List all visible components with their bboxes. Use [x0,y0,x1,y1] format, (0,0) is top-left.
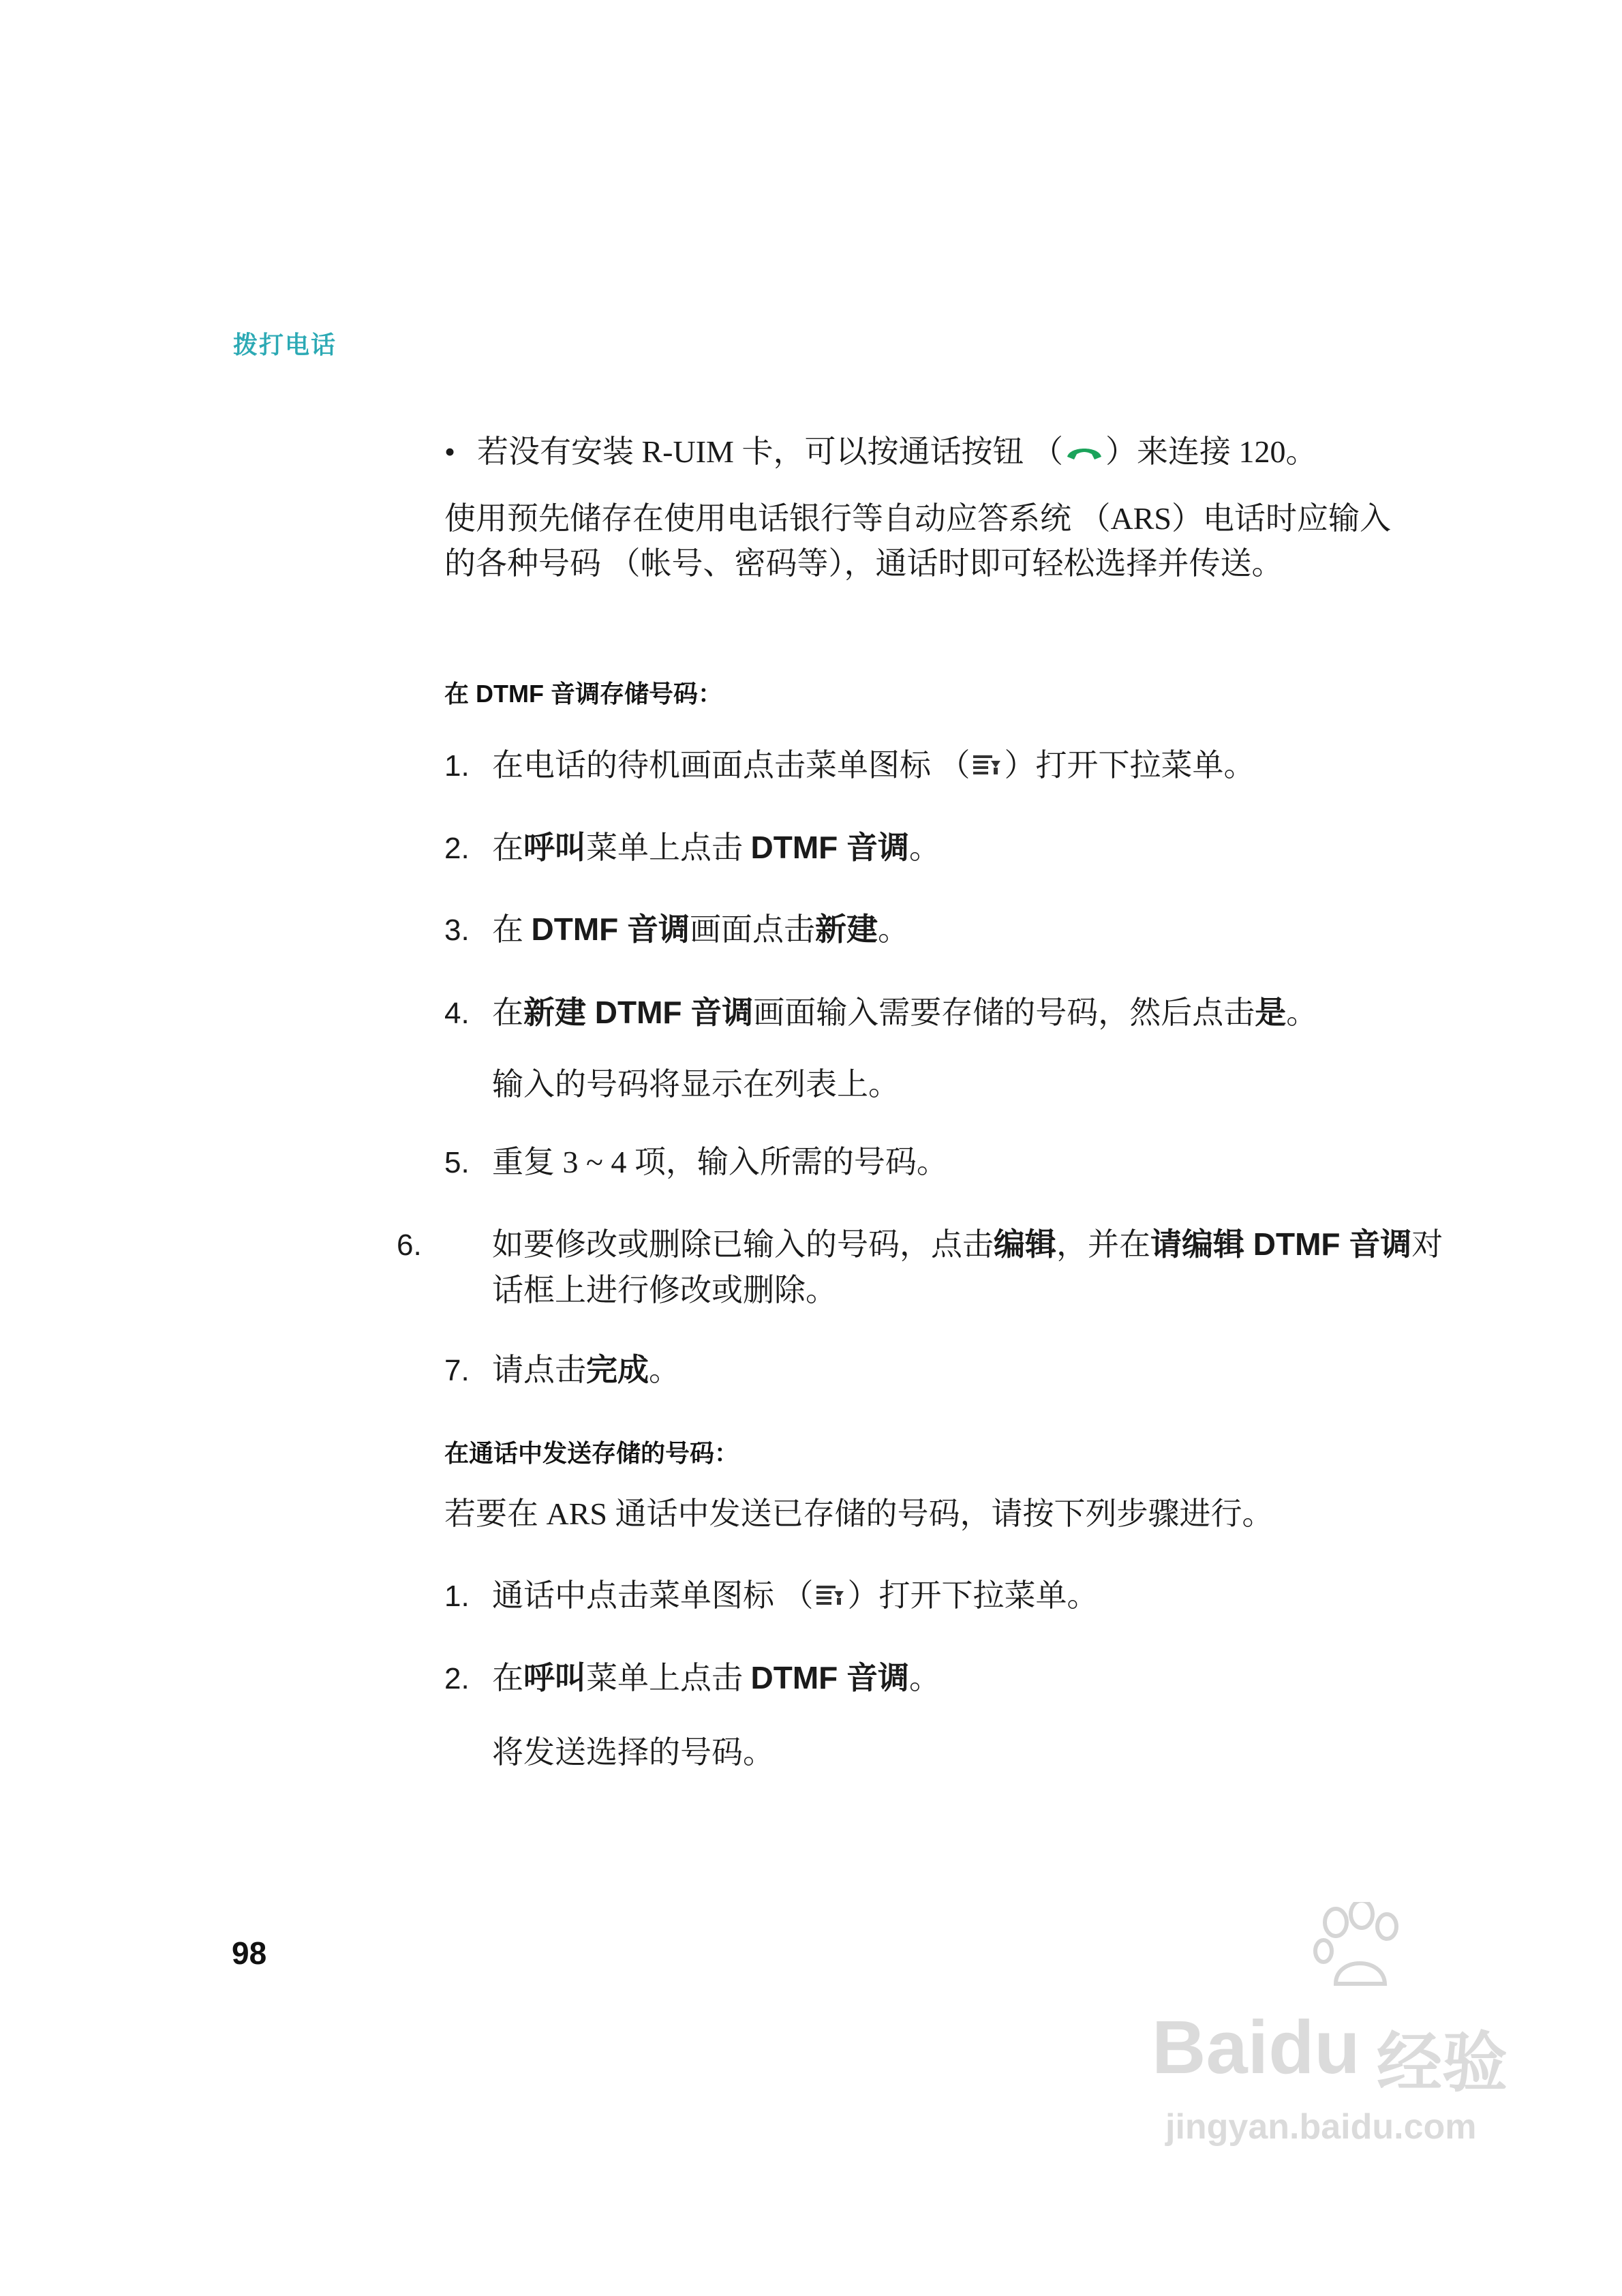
bullet-text-start: 若没有安装 R-UIM 卡，可以按通话按钮 （ [477,434,1063,469]
step-number: 7. [444,1354,470,1387]
step-text: ，并在 [1056,1227,1150,1262]
bullet-text-end: ）来连接 120。 [1105,434,1317,469]
section2-heading: 在通话中发送存储的号码： [444,1439,739,1467]
step-text: 请点击 [492,1353,586,1387]
intro-paragraph: 使用预先储存在使用电话银行等自动应答系统 （ARS）电话时应输入的各种号码 （帐号、密码等），通话时即可轻松选择并传送。 [444,501,1391,581]
step-text: 如要修改或删除已输入的号码，点击 [492,1227,994,1262]
step-number: 2. [444,1662,470,1695]
step-text: 通话中点击菜单图标 （ [492,1578,814,1613]
dtmf-tone-label: DTMF 音调 [531,911,690,947]
step-text: 。 [909,1661,941,1695]
section2-step-1 [444,1573,1419,1621]
step-3 [444,907,1419,953]
done-label: 完成 [586,1352,649,1387]
step-text: 菜单上点击 [586,830,751,865]
step-text: 在 [492,995,523,1030]
menu-call-label: 呼叫 [523,1660,586,1695]
step-text: 在电话的待机画面点击菜单图标 （ [492,748,970,783]
paw-icon [1309,1902,1411,1997]
step-5 [444,1140,1419,1185]
watermark-brand: Bai [1152,2006,1269,2089]
baidu-watermark [1152,1902,1533,2256]
step-number: 2. [444,832,470,865]
section-title: 拨打电话 [233,331,337,359]
step-2 [444,825,1419,871]
edit-dtmf-dialog-label: 请编辑 DTMF 音调 [1150,1226,1412,1262]
step-text: 在 [492,830,523,865]
step-text: 画面点击 [690,912,816,947]
menu-call-label: 呼叫 [523,830,586,865]
step-text: 在 [492,912,532,947]
step-text: 。 [878,912,910,947]
step-number: 5. [444,1146,470,1179]
section2-intro: 若要在 ARS 通话中发送已存储的号码，请按下列步骤进行。 [444,1496,1274,1531]
step-1 [444,743,1419,791]
section2-step-2 [444,1655,1419,1702]
step-text: 画面输入需要存储的号码，然后点击 [753,995,1255,1030]
menu-list-icon [814,1576,848,1621]
step-text: 。 [909,830,941,865]
step-number: 1. [444,749,470,783]
menu-list-icon [970,746,1005,791]
step-text: 。 [649,1353,680,1387]
step-text: ）打开下拉菜单。 [847,1578,1099,1613]
step-number: 3. [444,913,470,947]
phone-call-icon [1063,432,1105,477]
new-dtmf-tone-label: 新建 DTMF 音调 [523,995,754,1030]
bullet-dot-icon: • [444,434,456,469]
step-4 [444,990,1419,1036]
step-4-note: 输入的号码将显示在列表上。 [492,1067,900,1102]
watermark-product: 经验 [1377,2027,1508,2100]
step-number: 4. [444,997,470,1030]
new-label: 新建 [815,911,878,947]
yes-label: 是 [1255,995,1287,1030]
section1-heading: 在 DTMF 音调存储号码： [444,680,722,708]
step-6 [397,1222,1467,1313]
page-number: 98 [232,1935,267,1971]
section2-step-2-note: 将发送选择的号码。 [492,1735,774,1770]
step-number: 6. [397,1228,422,1262]
dtmf-tone-label: DTMF 音调 [750,830,910,865]
edit-label: 编辑 [994,1226,1056,1262]
bullet-item [444,429,1412,477]
step-text: 菜单上点击 [586,1661,751,1695]
step-text: ）打开下拉菜单。 [1004,748,1255,783]
step-text: 对话框上进行修改或删除。 [492,1227,1443,1308]
step-7 [444,1347,1419,1393]
watermark-url: jingyan.baidu.com [1165,2107,1477,2147]
step-number: 1. [444,1580,470,1613]
watermark-brand-du: du [1268,2006,1360,2089]
step-text: 重复 3 ~ 4 项，输入所需的号码。 [492,1145,948,1179]
step-text: 在 [492,1661,523,1695]
dtmf-tone-label: DTMF 音调 [750,1660,910,1695]
step-text: 。 [1286,995,1318,1030]
